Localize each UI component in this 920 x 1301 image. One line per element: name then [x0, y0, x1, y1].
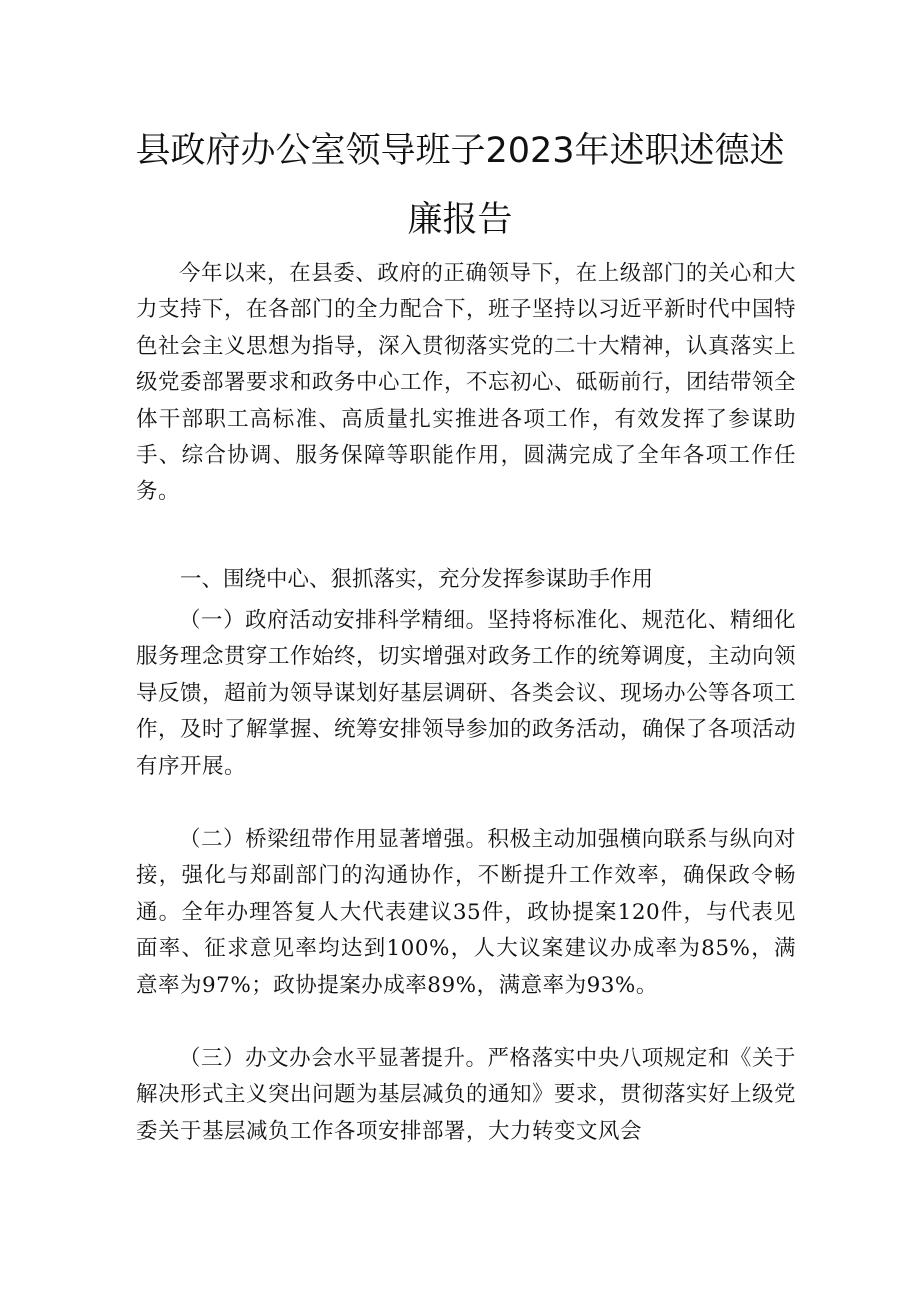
item-paragraph-2: （二）桥梁纽带作用显著增强。积极主动加强横向联系与纵向对接，强化与郑副部门的沟通协作，不断提升工作效率，确保政令畅通。全年办理答复人大代表建议35件，政协提案120件，与代表见面率、征求意见率均达到100%，人大议案建议办成率为85%，满意率为97%；政协提案办成率89%，满意率为93%。 [136, 827, 796, 998]
section-heading-1: 一、围绕中心、狠抓落实，充分发挥参谋助手作用 [180, 567, 654, 592]
item-paragraph-1: （一）政府活动安排科学精细。坚持将标准化、规范化、精细化服务理念贯穿工作始终，切实增强对政务工作的统筹调度，主动向领导反馈，超前为领导谋划好基层调研、各类会议、现场办公等各项工作，及时了解掌握、统筹安排领导参加的政务活动，确保了各项活动有序开展。 [136, 608, 797, 779]
item-paragraph-3: （三）办文办会水平显著提升。严格落实中央八项规定和《关于解决形式主义突出问题为基层减负的通知》要求，贯彻落实好上级党委关于基层减负工作各项安排部署，大力转变文风会 [136, 1046, 797, 1144]
document-title-line2: 廉报告 [407, 200, 513, 240]
document-title-line1: 县政府办公室领导班子2023年述职述德述 [135, 131, 785, 171]
intro-paragraph: 今年以来，在县委、政府的正确领导下，在上级部门的关心和大力支持下，在各部门的全力配合下，班子坚持以习近平新时代中国特色社会主义思想为指导，深入贯彻落实党的二十大精神，认真落实上级党委部署要求和政务中心工作，不忘初心、砥砺前行，团结带领全体干部职工高标准、高质量扎实推进各项工作，有效发挥了参谋助手、综合协调、服务保障等职能作用，圆满完成了全年各项工作任务。 [136, 261, 797, 505]
